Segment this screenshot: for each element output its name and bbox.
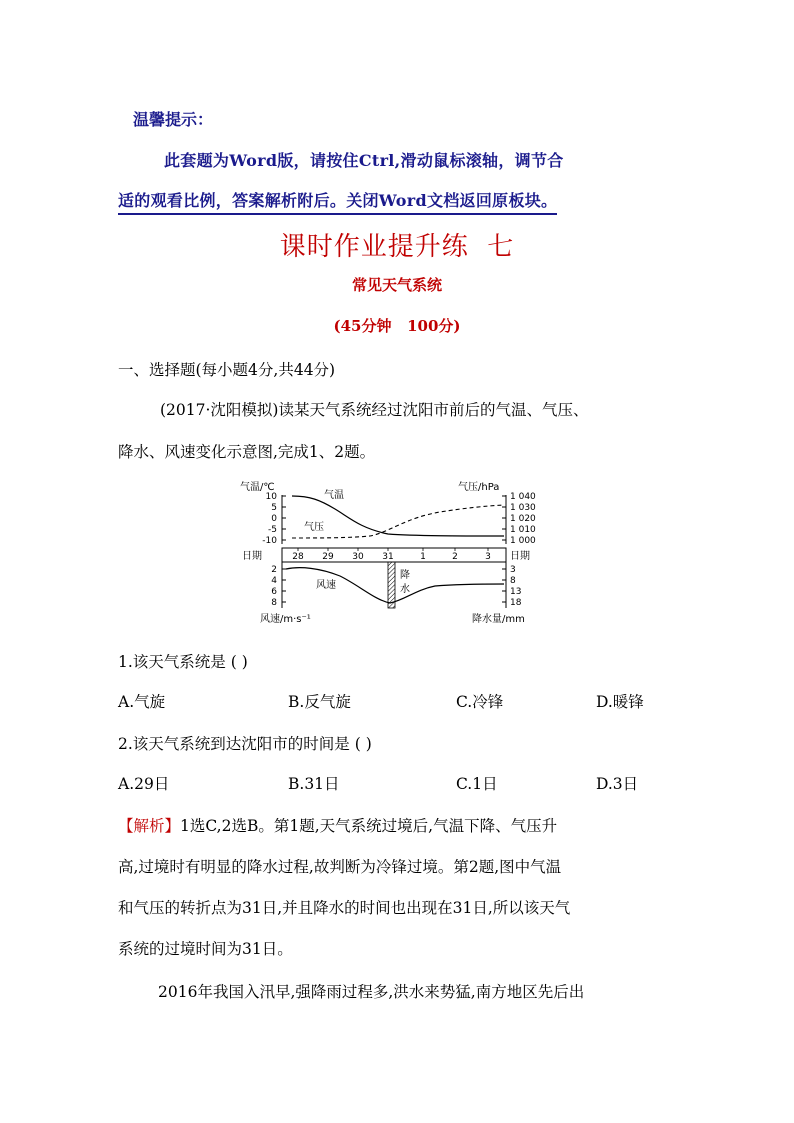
analysis-line-2: 高,过境时有明显的降水过程,故判断为冷锋过境。第2题,图中气温 <box>118 858 562 876</box>
date-tick: 3 <box>485 552 491 562</box>
question-1-option-d[interactable]: D.暖锋 <box>596 693 644 711</box>
wind-tick: 2 <box>271 565 277 575</box>
time-score: (45分钟 100分) <box>333 317 461 335</box>
temp-tick: 0 <box>271 514 277 524</box>
analysis-line-1 <box>118 814 557 836</box>
tip-line-2: 适的观看比例，答案解析附后。关闭Word文档返回原板块。 <box>118 188 557 215</box>
next-paragraph: 2016年我国入汛早,强降雨过程多,洪水来势猛,南方地区先后出 <box>158 983 585 1001</box>
question-2-option-b[interactable]: B.31日 <box>288 775 340 793</box>
precip-tick: 18 <box>510 598 522 608</box>
temp-axis-label: 气温/℃ <box>240 482 275 493</box>
precip-bar <box>388 562 395 608</box>
date-band <box>282 548 506 562</box>
temp-tick: -10 <box>262 536 277 546</box>
date-tick: 28 <box>292 552 304 562</box>
analysis-line-4: 系统的过境时间为31日。 <box>118 940 293 958</box>
precip-tick: 8 <box>510 576 516 586</box>
intro-line-1: (2017·沈阳模拟)读某天气系统经过沈阳市前后的气温、气压、 <box>160 401 589 419</box>
wind-tick: 8 <box>271 598 277 608</box>
tip-line-1: 此套题为Word版，请按住Ctrl,滑动鼠标滚轴，调节合 <box>164 151 564 170</box>
precip-tick: 13 <box>510 587 522 597</box>
pressure-axis-label: 气压/hPa <box>458 482 500 493</box>
pressure-tick: 1 020 <box>510 514 536 524</box>
precip-label-1: 降 <box>400 570 410 581</box>
temp-curve-label: 气温 <box>324 490 344 501</box>
wind-tick: 4 <box>271 576 277 586</box>
precip-axis-label: 降水量/mm <box>472 614 525 625</box>
temp-tick: 5 <box>271 503 277 513</box>
analysis-tag: 【解析】 <box>118 817 181 835</box>
pressure-tick: 1 040 <box>510 492 536 502</box>
question-2-option-a[interactable]: A.29日 <box>118 775 170 793</box>
wind-tick: 6 <box>271 587 277 597</box>
section-heading: 一、选择题(每小题4分,共44分) <box>118 361 336 379</box>
intro-line-2: 降水、风速变化示意图,完成1、2题。 <box>118 443 376 461</box>
tip-title: 温馨提示： <box>133 110 214 129</box>
date-tick: 30 <box>352 552 364 562</box>
weather-chart <box>240 476 550 628</box>
pressure-tick: 1 030 <box>510 503 536 513</box>
precip-tick: 3 <box>510 565 516 575</box>
wind-curve-label: 风速 <box>316 580 336 591</box>
analysis-text-1: 1选C,2选B。第1题,天气系统过境后,气温下降、气压升 <box>180 817 558 835</box>
date-tick: 31 <box>382 552 394 562</box>
date-tick: 1 <box>420 552 426 562</box>
pressure-curve-label: 气压 <box>304 522 324 533</box>
question-2-stem: 2.该天气系统到达沈阳市的时间是 ( ) <box>118 735 372 753</box>
precip-label-2: 水 <box>400 584 410 595</box>
question-1-option-b[interactable]: B.反气旋 <box>288 693 351 711</box>
analysis-line-3: 和气压的转折点为31日,并且降水的时间也出现在31日,所以该天气 <box>118 899 571 917</box>
question-2-option-c[interactable]: C.1日 <box>456 775 498 793</box>
pressure-tick: 1 000 <box>510 536 536 546</box>
wind-axis-label: 风速/m·s⁻¹ <box>260 614 311 625</box>
temp-tick: 10 <box>265 492 277 502</box>
question-1-option-c[interactable]: C.冷锋 <box>456 693 504 711</box>
date-label-left: 日期 <box>242 551 262 562</box>
date-label-right: 日期 <box>510 551 530 562</box>
date-tick: 2 <box>452 552 458 562</box>
question-1-option-a[interactable]: A.气旋 <box>118 693 166 711</box>
temp-ticks <box>262 492 277 546</box>
question-1-stem: 1.该天气系统是 ( ) <box>118 653 248 671</box>
page-subtitle: 常见天气系统 <box>351 276 442 294</box>
page-title: 课时作业提升练 七 <box>279 232 515 262</box>
temp-tick: -5 <box>268 525 277 535</box>
question-2-option-d[interactable]: D.3日 <box>596 775 639 793</box>
pressure-tick: 1 010 <box>510 525 536 535</box>
date-tick: 29 <box>322 552 334 562</box>
